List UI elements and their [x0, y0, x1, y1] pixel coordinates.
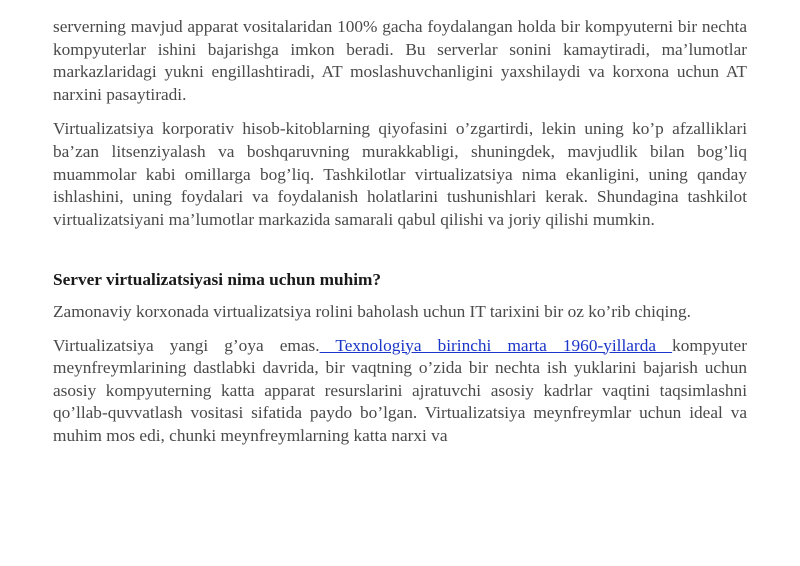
paragraph-1: serverning mavjud apparat vositalaridan 100% gacha foydalangan holda bir kompyuterni bir nechta kompyuterlar ishini bajarishga imkon beradi. Bu serverlar sonini kamaytiradi, ma’lumotlar markazlaridagi yukni engillashtiradi, AT moslashuvchanligini yaxshilaydi va korxona uchun AT narxini pasaytiradi.	[53, 17, 747, 104]
paragraph-4-text-end: kompyuter meynfreymlarining dastlabki davrida, bir vaqtning o’zida bir nechta ish yuklarini bajarish uchun asosiy kompyuterning katta apparat resurslarini ajratuvchi asosiy kadrlar vaqtini taqsimlashni qo’llab-quvvatlash vositasi sifatida paydo bo’lgan. Virtualizatsiya meynfreymlar uchun ideal va muhim mos edi, chunki meynfreymlarning katta narxi va	[53, 335, 747, 445]
paragraph-2: Virtualizatsiya korporativ hisob-kitoblarning qiyofasini o’zgartirdi, lekin uning ko’p afzalliklari ba’zan litsenziyalash va boshqaruvning murakkabligi, shuningdek, mavjudlik bilan bog’liq muammolar kabi omillarga bog’liq. Tashkilotlar virtualizatsiya nima ekanligini, uning qanday ishlashini, uning foydalari va foydalanish holatlarini tushunishlari kerak. Shundagina tashkilot virtualizatsiyani ma’lumotlar markazida samarali qabul qilishi va joriy qilishi mumkin.	[53, 119, 747, 229]
history-link[interactable]: Texnologiya birinchi marta 1960-yillarda	[319, 335, 673, 355]
paragraph-3: Zamonaviy korxonada virtualizatsiya rolini baholash uchun IT tarixini bir oz ko’rib chiqing.	[53, 301, 691, 321]
paragraph-4-text-start: Virtualizatsiya yangi g’oya emas.	[53, 335, 320, 355]
section-heading: Server virtualizatsiyasi nima uchun muhim?	[53, 270, 382, 290]
paragraph-4	[53, 335, 747, 448]
